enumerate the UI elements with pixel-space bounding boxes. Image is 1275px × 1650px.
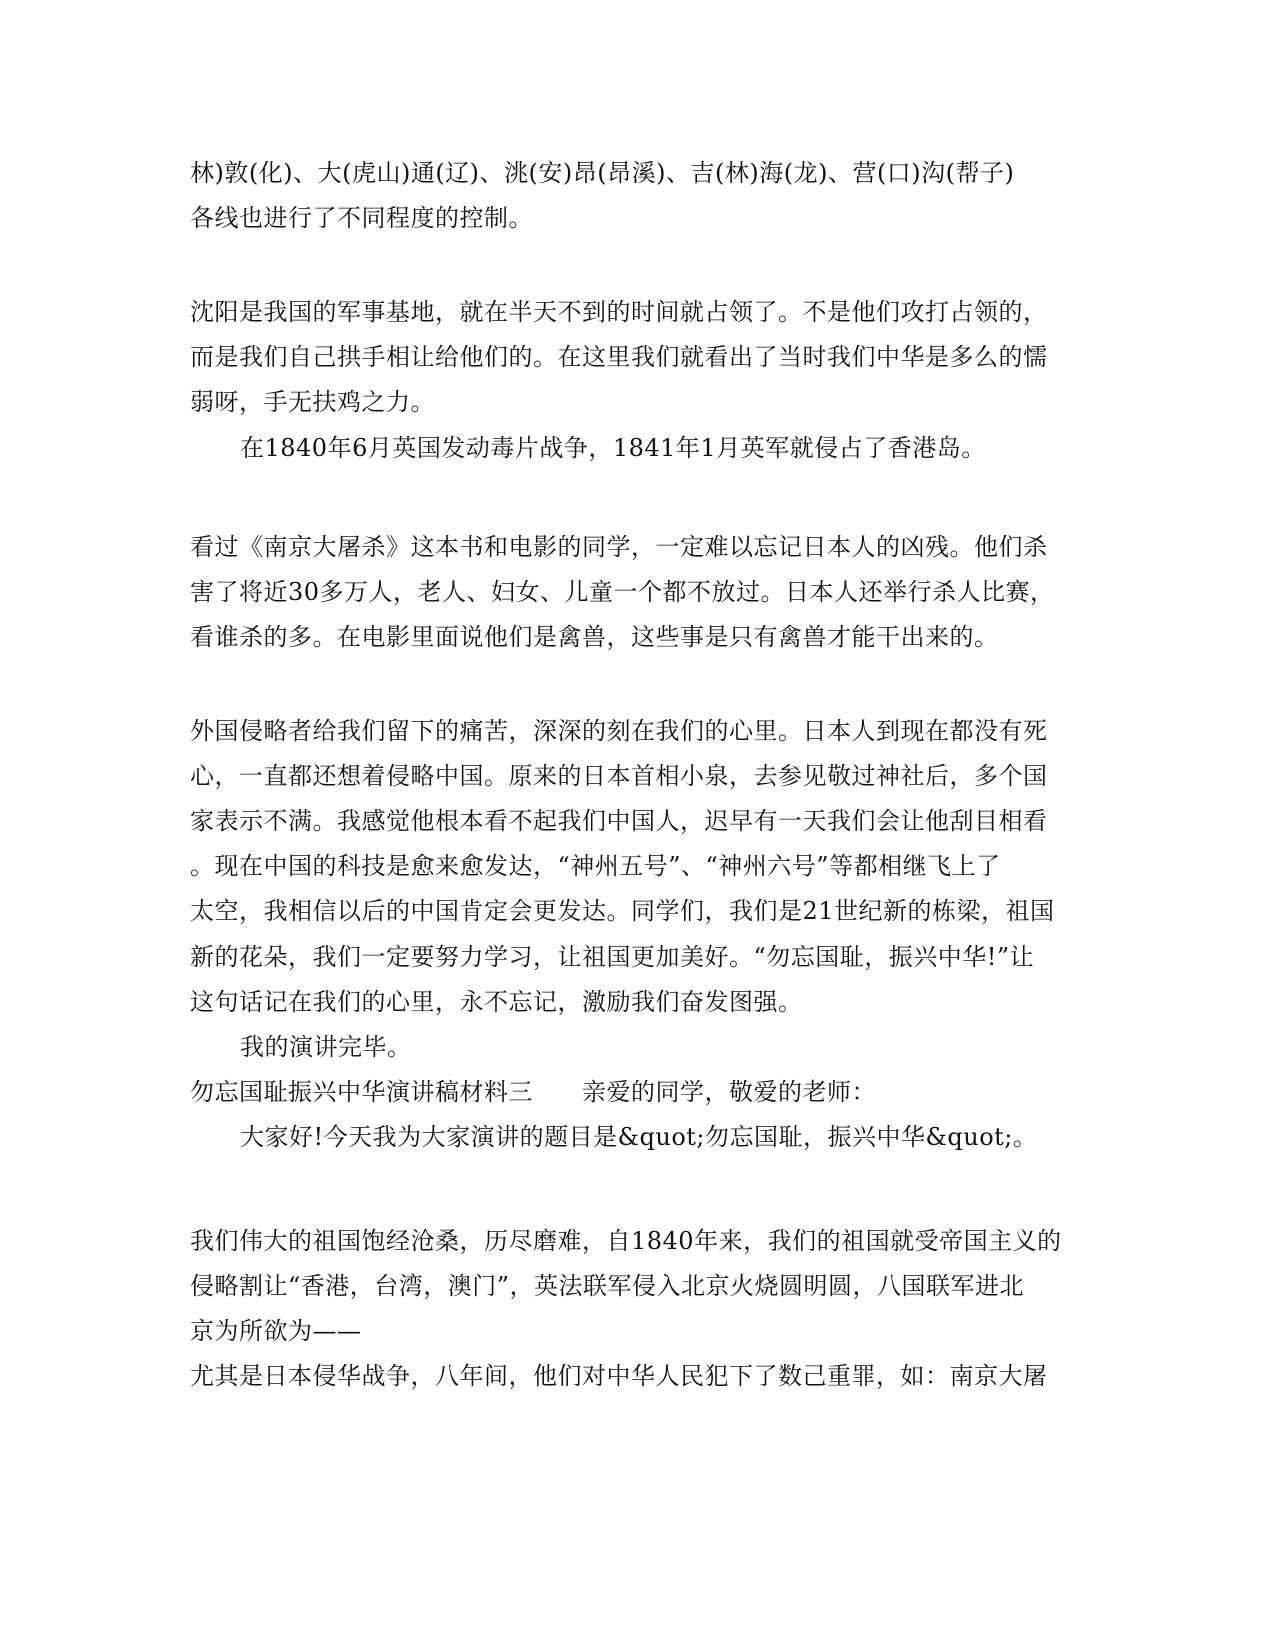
- text-line-9: 看谁杀的多。在电影里面说他们是禽兽，这些事是只有禽兽才能干出来的。: [190, 623, 999, 651]
- text-line-12: 家表示不满。我感觉他根本看不起我们中国人，迟早有一天我们会让他刮目相看: [190, 807, 1048, 835]
- text-line-19: 大家好!今天我为大家演讲的题目是&quot;勿忘国耻，振兴中华&quot;。: [240, 1123, 1038, 1151]
- text-line-18: 勿忘国耻振兴中华演讲稿材料三 亲爱的同学，敬爱的老师：: [190, 1078, 876, 1106]
- text-line-22: 京为所欲为——: [190, 1317, 362, 1345]
- text-line-1: 林)敦(化)、大(虎山)通(辽)、洮(安)昂(昂溪)、吉(林)海(龙)、营(口)沟(帮子): [190, 159, 1015, 187]
- text-line-13: 。现在中国的科技是愈来愈发达，“神州五号”、“神州六号”等都相继飞上了: [190, 852, 1001, 880]
- text-line-14: 太空，我相信以后的中国肯定会更发达。同学们，我们是21世纪新的栋梁，祖国: [190, 897, 1055, 925]
- text-line-2: 各线也进行了不同程度的控制。: [190, 204, 533, 232]
- text-line-4: 而是我们自己拱手相让给他们的。在这里我们就看出了当时我们中华是多么的懦: [190, 343, 1048, 371]
- text-line-7: 看过《南京大屠杀》这本书和电影的同学，一定难以忘记日本人的凶残。他们杀: [190, 533, 1048, 561]
- text-line-10: 外国侵略者给我们留下的痛苦，深深的刻在我们的心里。日本人到现在都没有死: [190, 717, 1048, 745]
- text-line-21: 侵略割让“香港，台湾，澳门”，英法联军侵入北京火烧圆明圆，八国联军进北: [190, 1272, 1025, 1300]
- text-line-17: 我的演讲完毕。: [240, 1033, 412, 1061]
- text-line-6: 在1840年6月英国发动毒片战争，1841年1月英军就侵占了香港岛。: [240, 434, 986, 462]
- text-line-11: 心，一直都还想着侵略中国。原来的日本首相小泉，去参见敬过神社后，多个国: [190, 762, 1048, 790]
- text-line-20: 我们伟大的祖国饱经沧桑，历尽磨难，自1840年来，我们的祖国就受帝国主义的: [190, 1227, 1062, 1255]
- text-line-15: 新的花朵，我们一定要努力学习，让祖国更加美好。“勿忘国耻，振兴中华!”让: [190, 943, 1035, 971]
- text-line-23: 尤其是日本侵华战争，八年间，他们对中华人民犯下了数己重罪，如：南京大屠: [190, 1362, 1048, 1390]
- text-line-8: 害了将近30多万人，老人、妇女、儿童一个都不放过。日本人还举行杀人比赛，: [190, 578, 1055, 606]
- text-line-5: 弱呀，手无扶鸡之力。: [190, 388, 435, 416]
- text-line-16: 这句话记在我们的心里，永不忘记，激励我们奋发图强。: [190, 988, 803, 1016]
- text-line-3: 沈阳是我国的军事基地，就在半天不到的时间就占领了。不是他们攻打占领的，: [190, 298, 1048, 326]
